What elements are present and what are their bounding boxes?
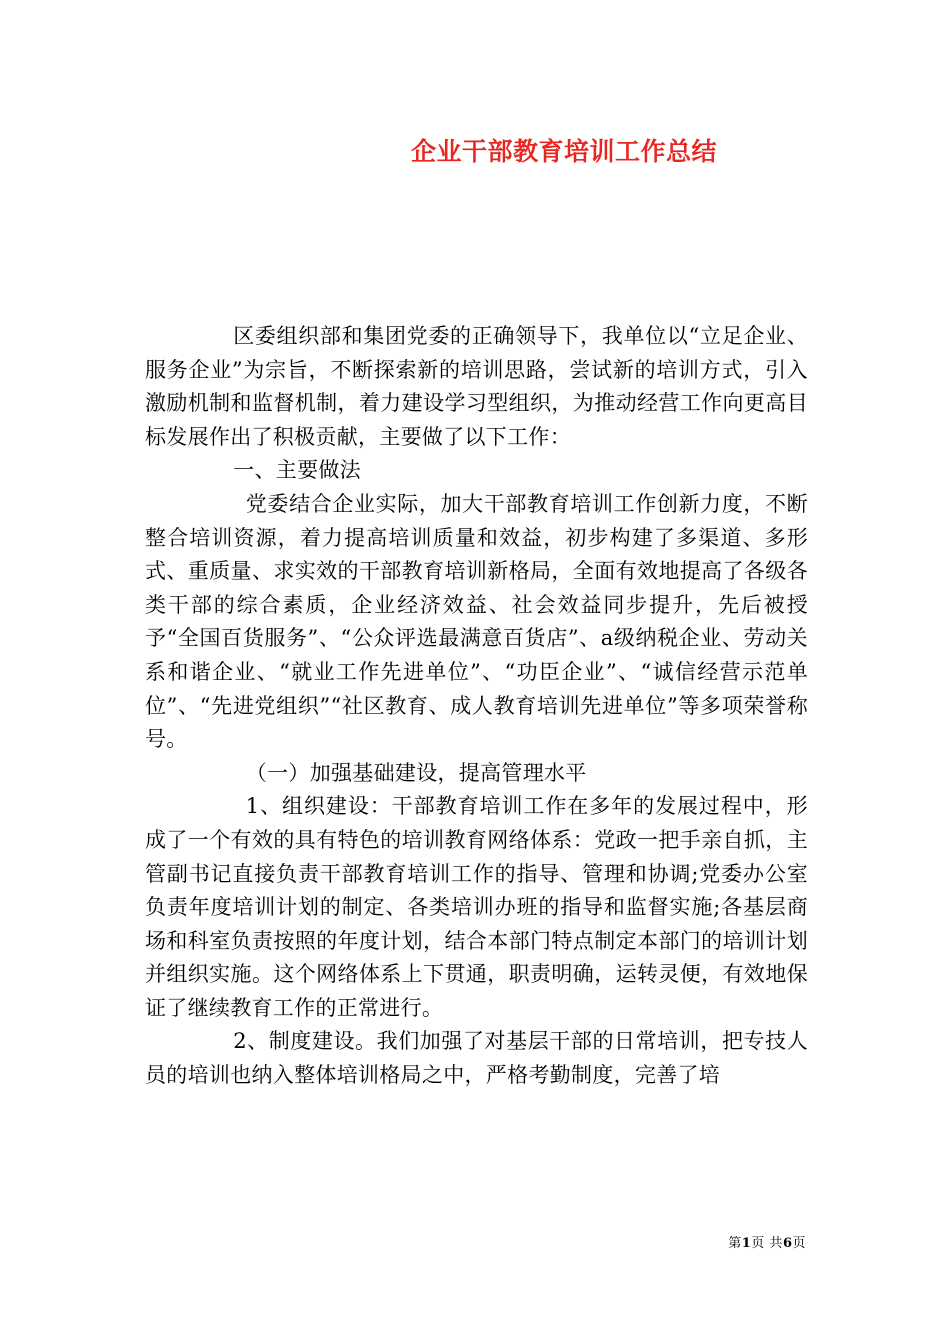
footer-middle: 页 共 xyxy=(751,1236,783,1251)
footer-current-page: 1 xyxy=(741,1236,752,1251)
heading-main-practices: 一、主要做法 xyxy=(233,458,361,483)
document-body xyxy=(145,320,808,1093)
footer-total-pages: 6 xyxy=(782,1236,793,1251)
paragraph-intro: 区委组织部和集团党委的正确领导下，我单位以“立足企业、服务企业”为宗旨，不断探索新的培训思路，尝试新的培训方式，引入激励机制和监督机制，着力建设学习型组织，为推动经营工作向更高目标发展作出了积极贡献，主要做了以下工作： xyxy=(145,324,808,449)
paragraph-organization-building: 1、组织建设：干部教育培训工作在多年的发展过程中，形成了一个有效的具有特色的培训教育网络体系：党政一把手亲自抓，主管副书记直接负责干部教育培训工作的指导、管理和协调;党委办公室负责年度培训计划的制定、各类培训办班的指导和监督实施;各基层商场和科室负责按照的年度计划，结合本部门特点制定本部门的培训计划并组织实施。这个网络体系上下贯通，职责明确，运转灵便，有效地保证了继续教育工作的正常进行。 xyxy=(145,794,808,1020)
footer-prefix: 第 xyxy=(728,1236,742,1251)
paragraph-system-building: 2、制度建设。我们加强了对基层干部的日常培训，把专技人员的培训也纳入整体培训格局之中，严格考勤制度，完善了培 xyxy=(145,1029,808,1088)
heading-basic-construction: （一）加强基础建设，提高管理水平 xyxy=(245,760,587,785)
paragraph-party-committee: 党委结合企业实际，加大干部教育培训工作创新力度，不断整合培训资源，着力提高培训质量和效益，初步构建了多渠道、多形式、重质量、求实效的干部教育培训新格局，全面有效地提高了各级各类干部的综合素质，企业经济效益、社会效益同步提升，先后被授予“全国百货服务”、“公众评选最满意百货店”、a级纳税企业、劳动关系和谐企业、“就业工作先进单位”、“功臣企业”、“诚信经营示范单位”、“先进党组织”“社区教育、成人教育培训先进单位”等多项荣誉称号。 xyxy=(145,491,808,752)
document-title: 企业干部教育培训工作总结 xyxy=(410,137,717,166)
page-number-footer xyxy=(728,1232,806,1251)
footer-suffix: 页 xyxy=(792,1236,806,1251)
